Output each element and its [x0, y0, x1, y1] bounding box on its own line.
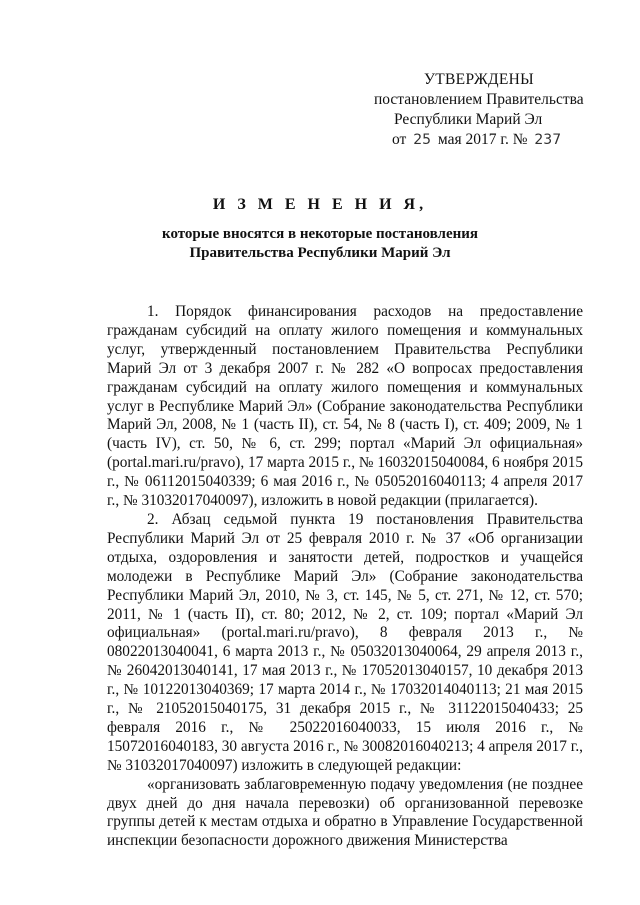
- approval-heading: УТВЕРЖДЕНЫ: [424, 71, 534, 88]
- approval-date-mid: мая 2017 г. №: [437, 131, 528, 148]
- subtitle-line-2: Правительства Республики Марий Эл: [189, 245, 451, 261]
- paragraph-2: 2. Абзац седьмой пункта 19 постановления Правительства Республики Марий Эл от 25 февраля 2010 г. № 37 «Об организации отдыха, оздоровления и занятости детей, подростков и учащейся молодежи в Республике Марий Эл» (Собрание законодательства Республики Марий Эл, 2010, № 3, ст. 145, № 5, ст. 271, № 12, ст. 570; 2011, № 1 (часть II), ст. 80; 2012, № 2, ст. 109; портал «Марий Эл официальная» (portal.mari.ru/pravo), 8 февраля 2013 г., № 08022013040041, 6 марта 2013 г., № 05032013040064, 29 апреля 2013 г., № 26042013040141, 17 мая 2013 г., № 17052013040157, 10 декабря 2013 г., № 10122013040369; 17 марта 2014 г., № 17032014040113; 21 мая 2015 г., № 21052015040175, 31 декабря 2015 г., № 31122015040433; 25 февраля 2016 г., № 25022016040033, 15 июля 2016 г., № 15072016040183, 30 августа 2016 г., № 30082016040213; 4 апреля 2017 г., № 31032017040097) изложить в следующей редакции:: [107, 510, 583, 774]
- paragraph-1: 1. Порядок финансирования расходов на предоставление гражданам субсидий на оплату жилого помещения и коммунальных услуг, утвержденный постановлением Правительства Республики Марий Эл от 3 декабря 2007 г. № 282 «О вопросах предоставления гражданам субсидий на оплату жилого помещения и коммунальных услуг в Республике Марий Эл» (Собрание законодательства Республики Марий Эл, 2008, № 1 (часть II), ст. 54, № 8 (часть I), ст. 409; 2009, № 1 (часть IV), ст. 50, № 6, ст. 299; портал «Марий Эл официальная» (portal.mari.ru/pravo), 17 марта 2015 г., № 16032015040084, 6 ноября 2015 г., № 06112015040339; 6 мая 2016 г., № 05052016040113; 4 апреля 2017 г., № 31032017040097), изложить в новой редакции (прилагается).: [107, 303, 583, 510]
- approval-date-line: [372, 130, 612, 150]
- subtitle-line-1: которые вносятся в некоторые постановления: [162, 226, 478, 242]
- approval-day: 25: [413, 132, 432, 148]
- document-title: И З М Е Н Е Н И Я,: [212, 196, 428, 213]
- paragraph-3: «организовать заблаговременную подачу уведомления (не позднее двух дней до дня начала перевозки) об организованной перевозке группы детей к местам отдыха и обратно в Управление Государственной инспекции безопасности дорожного движения Министерства: [107, 775, 583, 850]
- approval-date-prefix: от: [392, 131, 407, 148]
- approval-stamp: [372, 70, 612, 150]
- approval-line-republic: Республики Марий Эл: [394, 111, 543, 128]
- document-body: [107, 303, 583, 851]
- approval-line-government: постановлением Правительства: [374, 91, 584, 108]
- approval-number: 237: [534, 132, 562, 148]
- document-subtitle: [0, 225, 640, 263]
